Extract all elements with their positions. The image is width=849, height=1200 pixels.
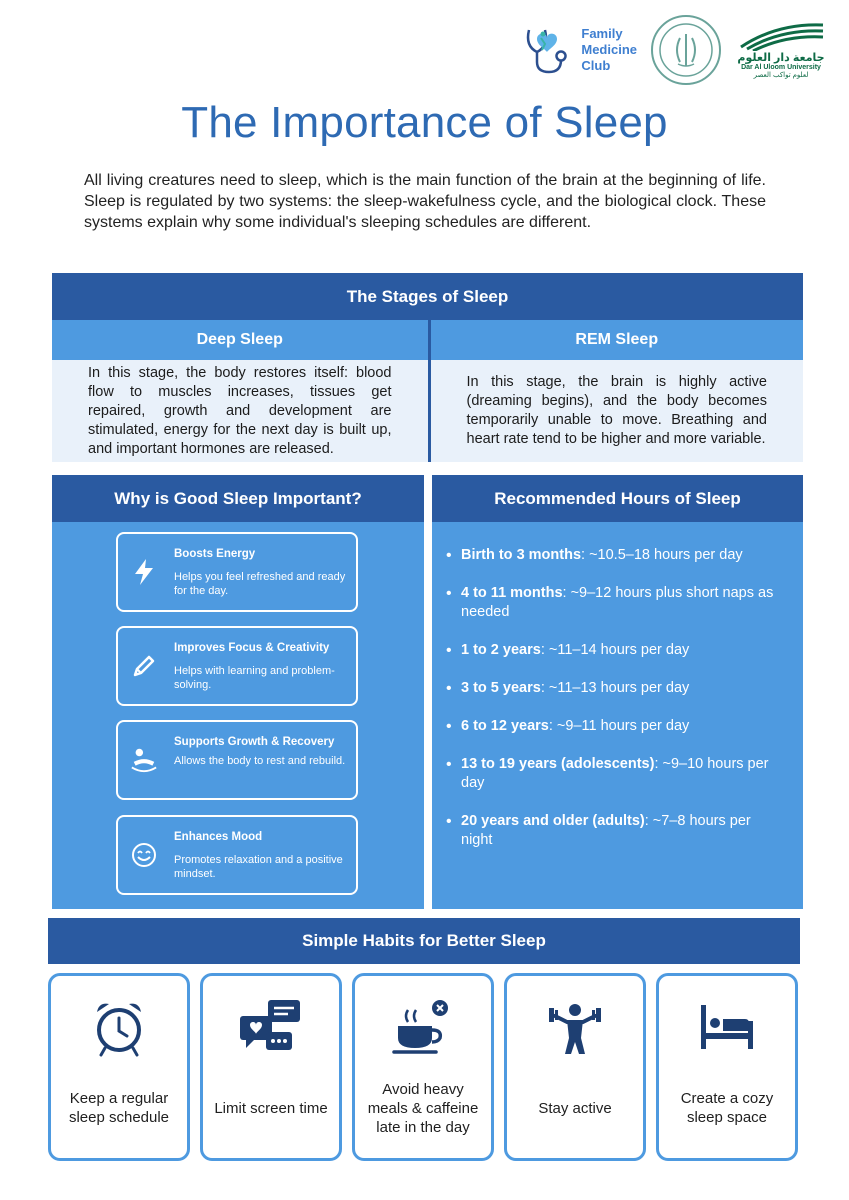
benefit-card-mood: Enhances Mood Promotes relaxation and a positive mindset.: [116, 815, 358, 895]
habit-card-sleep-space: [656, 973, 798, 1161]
deep-sleep-column: [52, 320, 428, 462]
intro-paragraph: All living creatures need to sleep, which is the main function of the brain at the beginning of life. Sleep is regulated by two systems: the sleep-wakefulness cycle, and the biological clock. These systems explain why some individual's sleeping schedules are different.: [84, 172, 766, 231]
club-name: Family Medicine Club: [581, 26, 637, 73]
list-item: • 6 to 12 years: ~9–11 hours per day: [446, 717, 781, 736]
habit-label: Create a cozy sleep space: [680, 1090, 774, 1126]
smiley-icon: [130, 841, 158, 869]
dumbbell-exercise-icon: [507, 996, 643, 1060]
habits-heading: Simple Habits for Better Sleep: [48, 918, 800, 964]
why-good-sleep-section: [52, 475, 424, 909]
header-logos: [519, 10, 827, 90]
stages-heading: The Stages of Sleep: [52, 273, 803, 320]
list-item: • 13 to 19 years (adolescents): ~9–10 hours per day: [446, 755, 781, 793]
rem-sleep-text: In this stage, the brain is highly active (dreaming begins), and the body becomes temporarily unable to move. Breathing and heart rate tend to be higher and more variable.: [431, 360, 804, 462]
bed-icon: [659, 996, 795, 1060]
list-item: • 4 to 11 months: ~9–12 hours plus short naps as needed: [446, 584, 781, 622]
benefit-card-energy: Boosts Energy Helps you feel refreshed and ready for the day.: [116, 532, 358, 612]
dar-al-uloom-logo: جامعة دار العلوم Dar Al Uloom University لعلوم تواكب العصر: [735, 21, 827, 79]
benefit-card-growth: Supports Growth & Recovery Allows the body to rest and rebuild.: [116, 720, 358, 800]
university-wave-icon: [737, 21, 825, 51]
family-medicine-club-logo: [519, 22, 637, 78]
rem-sleep-title: REM Sleep: [431, 320, 804, 360]
why-heading: Why is Good Sleep Important?: [52, 475, 424, 522]
seal-emblem-icon: [656, 20, 716, 80]
habit-card-schedule: [48, 973, 190, 1161]
stethoscope-heart-icon: [519, 22, 575, 78]
lightning-icon: [130, 558, 158, 586]
chat-bubbles-icon: [203, 996, 339, 1060]
rem-sleep-column: [428, 320, 804, 462]
medpath-club-seal-logo: [651, 15, 721, 85]
recommended-hours-section: [432, 475, 803, 909]
habit-card-active: [504, 973, 646, 1161]
stages-of-sleep-section: [52, 273, 803, 462]
resting-person-icon: [130, 746, 158, 774]
deep-sleep-text: In this stage, the body restores itself: blood flow to muscles increases, tissues get repaired, growth and development are stimulated, energy for the next day is built up, and important hormones are released.: [52, 360, 428, 462]
benefit-card-focus: Improves Focus & Creativity Helps with learning and problem-solving.: [116, 626, 358, 706]
list-item: • 1 to 2 years: ~11–14 hours per day: [446, 641, 781, 660]
habit-label: Keep a regular sleep schedule: [68, 1090, 170, 1126]
pencil-icon: [130, 652, 158, 680]
list-item: • 3 to 5 years: ~11–13 hours per day: [446, 679, 781, 698]
habit-label: Avoid heavy meals & caffeine late in the day: [367, 1080, 479, 1136]
list-item: • 20 years and older (adults): ~7–8 hours per night: [446, 812, 781, 850]
hours-list: [432, 522, 803, 850]
page-title: The Importance of Sleep: [181, 98, 668, 147]
alarm-clock-icon: [51, 996, 187, 1060]
recommended-hours-heading: Recommended Hours of Sleep: [432, 475, 803, 522]
habit-label: Limit screen time: [214, 1099, 328, 1117]
habit-card-screen: [200, 973, 342, 1161]
coffee-cup-icon: [355, 996, 491, 1060]
deep-sleep-title: Deep Sleep: [52, 320, 428, 360]
habit-card-caffeine: [352, 973, 494, 1161]
list-item: • Birth to 3 months: ~10.5–18 hours per day: [446, 546, 781, 565]
habit-label: Stay active: [538, 1099, 612, 1117]
